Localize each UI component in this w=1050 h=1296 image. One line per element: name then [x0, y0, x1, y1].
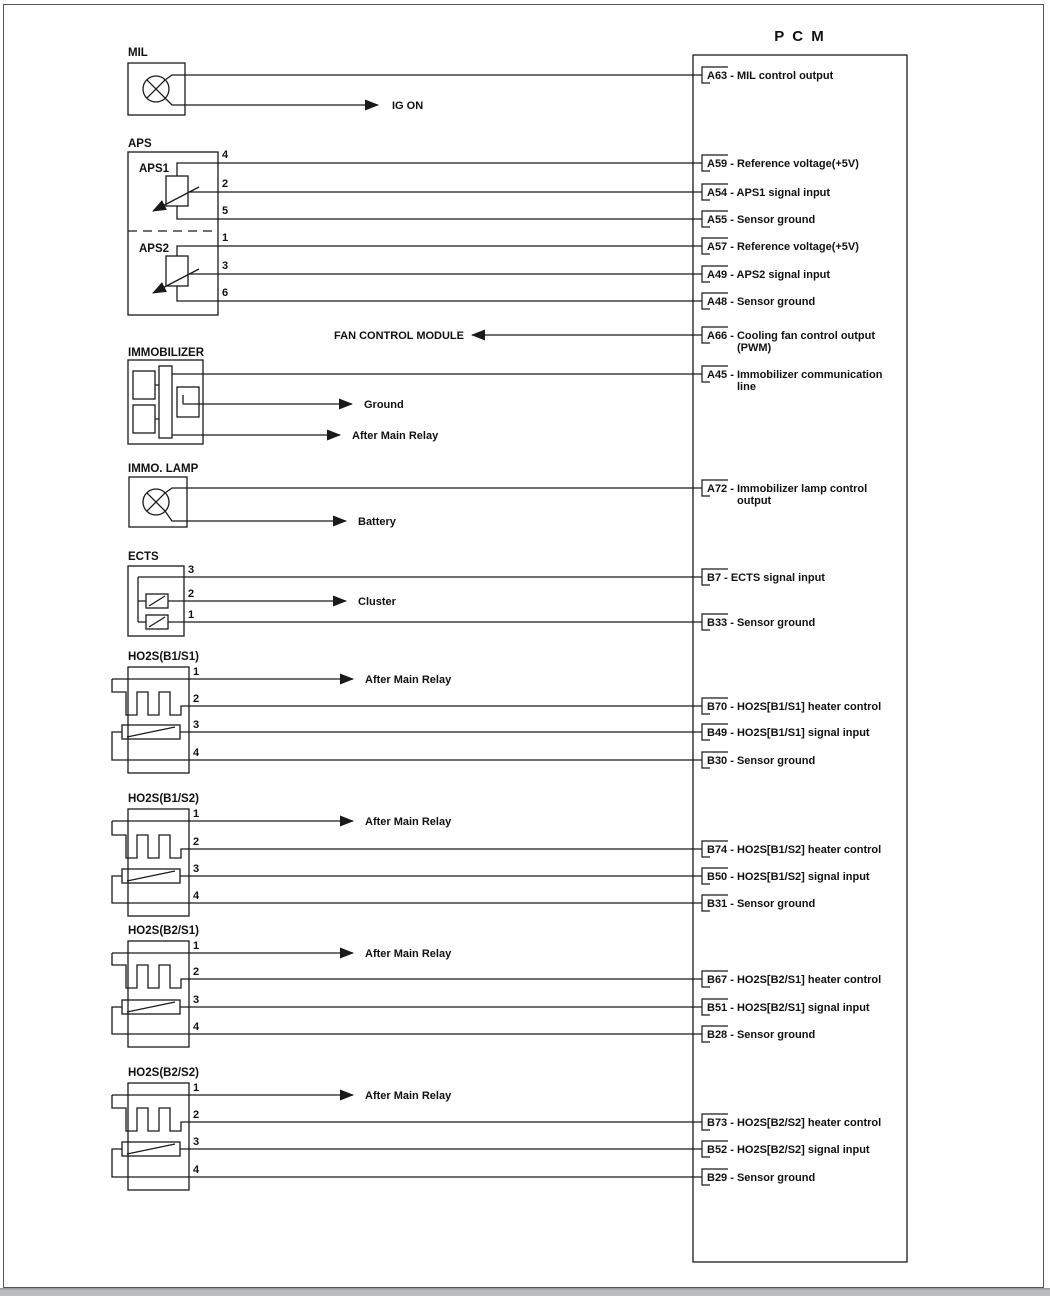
aps-pin-number: 2 [222, 178, 229, 190]
pin-label: B33 - Sensor ground [707, 617, 816, 629]
after-main-relay-label: After Main Relay [352, 430, 439, 442]
pin-label-line2: output [737, 495, 772, 507]
pcm-pin-B31 [702, 895, 815, 911]
component-aps [128, 138, 702, 315]
aps2-label: APS2 [139, 243, 170, 255]
pcm-pin-B52 [702, 1141, 870, 1157]
pcm-pin-A66 [702, 327, 875, 354]
pin-label: B70 - HO2S[B1/S1] heater control [707, 701, 882, 713]
pcm-pin-A49 [702, 266, 830, 282]
pin-label: B52 - HO2S[B2/S2] signal input [707, 1144, 870, 1156]
pin-label: B28 - Sensor ground [707, 1029, 816, 1041]
immobilizer-block [133, 371, 155, 399]
pin-label: A63 - MIL control output [707, 70, 834, 82]
pcm-pin-B49 [702, 724, 870, 740]
component-ho2s-b1s2 [112, 793, 702, 916]
ho2s-pin-number: 3 [193, 863, 200, 875]
window-edge [0, 1288, 1050, 1290]
immobilizer-block [133, 405, 155, 433]
pcm-pin-A54 [702, 184, 830, 200]
pin-label: B29 - Sensor ground [707, 1172, 816, 1184]
ects-pin-number: 3 [188, 564, 195, 576]
ground-label: Ground [364, 399, 404, 411]
immo-lamp-box [129, 477, 187, 527]
pin-label: B73 - HO2S[B2/S2] heater control [707, 1117, 882, 1129]
pcm-pin-A57 [702, 238, 859, 254]
pin-label: B67 - HO2S[B2/S1] heater control [707, 974, 882, 986]
pcm-pin-B50 [702, 868, 870, 884]
pin-label: A66 - Cooling fan control output [707, 330, 876, 342]
wire-ho2s-pin4-b29 [112, 1149, 702, 1177]
ho2s-element-slash [127, 871, 175, 881]
wire-aps-pin4-a59 [177, 163, 702, 176]
component-ho2s-b2s2 [112, 1067, 702, 1190]
pin-label: A54 - APS1 signal input [707, 187, 831, 199]
aps-pin-number: 6 [222, 287, 229, 299]
ho2s-box [128, 1083, 189, 1190]
pin-label: B30 - Sensor ground [707, 755, 816, 767]
immobilizer-label: IMMOBILIZER [128, 347, 205, 359]
pcm-pin-A72 [702, 480, 867, 507]
fan-control-module [334, 330, 702, 342]
pin-label: A59 - Reference voltage(+5V) [707, 158, 859, 170]
aps1-label: APS1 [139, 163, 170, 175]
pin-label-line2: line [737, 381, 756, 393]
ects-pin-number: 1 [188, 609, 195, 621]
ects-thermistor-slash [149, 617, 165, 627]
component-mil [128, 47, 702, 115]
pcm-pin-B33 [702, 614, 815, 630]
wire-ho2s-pin4-b30 [112, 732, 702, 760]
cluster-label: Cluster [358, 596, 396, 608]
pin-label: A72 - Immobilizer lamp control [707, 483, 868, 495]
pcm-pin-A48 [702, 293, 815, 309]
pcm-box [693, 55, 907, 1262]
component-immo-lamp [128, 463, 702, 528]
ho2s-label: HO2S(B2/S1) [128, 925, 199, 937]
pin-label: B74 - HO2S[B1/S2] heater control [707, 844, 882, 856]
ects-thermistor-slash [149, 596, 165, 606]
ho2s-pin-number: 4 [193, 1021, 200, 1033]
ho2s-element-slash [127, 727, 175, 737]
pcm-pin-B51 [702, 999, 870, 1015]
fan-control-module-label: FAN CONTROL MODULE [334, 330, 464, 342]
aps-label: APS [128, 138, 152, 150]
component-ho2s-b1s1 [112, 651, 702, 773]
ho2s-element-slash [127, 1002, 175, 1012]
pcm-pin-A63 [702, 67, 834, 83]
pin-label: A48 - Sensor ground [707, 296, 816, 308]
ho2s-pin-number: 2 [193, 1109, 200, 1121]
wire-ho2s-pin4-b31 [112, 876, 702, 903]
aps2-wiper-arrow-icon [153, 269, 199, 293]
wire-aps-pin6-a48 [177, 286, 702, 301]
component-ects [128, 551, 702, 636]
window-bottom-strip [0, 1290, 1050, 1296]
mil-label: MIL [128, 47, 148, 59]
ho2s-label: HO2S(B1/S2) [128, 793, 199, 805]
wire-aps-pin1-a57 [177, 246, 702, 256]
pcm-pin-B7 [702, 569, 825, 585]
component-ho2s-b2s1 [112, 925, 702, 1047]
pcm-module [693, 28, 907, 1262]
pin-label: B51 - HO2S[B2/S1] signal input [707, 1002, 870, 1014]
ects-label: ECTS [128, 551, 159, 563]
ho2s-pin-number: 1 [193, 940, 200, 952]
ects-pin-number: 2 [188, 588, 195, 600]
aps-pin-number: 5 [222, 205, 229, 217]
ho2s-pin-number: 4 [193, 747, 200, 759]
wire-ho2s-pin4-b28 [112, 1007, 702, 1034]
immobilizer-block [177, 387, 199, 417]
pin-label: B7 - ECTS signal input [707, 572, 825, 584]
after-main-relay-label: After Main Relay [365, 816, 452, 828]
pcm-pin-B28 [702, 1026, 815, 1042]
ho2s-label: HO2S(B2/S2) [128, 1067, 199, 1079]
pin-label: B49 - HO2S[B1/S1] signal input [707, 727, 870, 739]
wire-immo-lamp-battery [165, 511, 346, 521]
pcm-pin-B30 [702, 752, 815, 768]
pcm-pin-B73 [702, 1114, 881, 1130]
pin-label: A45 - Immobilizer communication [707, 369, 883, 381]
battery-label: Battery [358, 516, 396, 528]
pin-label-line2: (PWM) [737, 342, 772, 354]
lamp-cross-icon [147, 493, 165, 511]
after-main-relay-label: After Main Relay [365, 948, 452, 960]
ho2s-pin-number: 1 [193, 666, 200, 678]
pcm-title: P C M [774, 28, 826, 45]
ects-internal-bus [138, 577, 146, 622]
pcm-pin-A55 [702, 211, 815, 227]
after-main-relay-label: After Main Relay [365, 674, 452, 686]
aps2-potentiometer [166, 256, 188, 286]
ho2s-pin-number: 3 [193, 994, 200, 1006]
wire-aps-pin5-a55 [177, 206, 702, 219]
pcm-pin-B74 [702, 841, 881, 857]
ho2s-box [128, 809, 189, 916]
wire-mil-igon [165, 98, 378, 105]
ho2s-box [128, 667, 189, 773]
ho2s-pin-number: 2 [193, 966, 200, 978]
ho2s-pin-number: 1 [193, 1082, 200, 1094]
pcm-pin-B29 [702, 1169, 815, 1185]
ho2s-pin-number: 1 [193, 808, 200, 820]
pcm-pin-B67 [702, 971, 881, 987]
pcm-pin-B70 [702, 698, 881, 714]
ho2s-pin-number: 4 [193, 890, 200, 902]
pcm-pin-A45 [702, 366, 883, 393]
ho2s-pin-number: 2 [193, 836, 200, 848]
aps-pin-number: 3 [222, 260, 229, 272]
ho2s-label: HO2S(B1/S1) [128, 651, 199, 663]
ho2s-pin-number: 3 [193, 1136, 200, 1148]
lamp-cross-icon [147, 80, 165, 98]
aps1-wiper-arrow-icon [153, 187, 199, 211]
pcm-pin-A59 [702, 155, 859, 171]
after-main-relay-label: After Main Relay [365, 1090, 452, 1102]
aps1-potentiometer [166, 176, 188, 206]
wire-immo-lamp-a72 [165, 488, 702, 493]
pin-label: A57 - Reference voltage(+5V) [707, 241, 859, 253]
pin-label: A49 - APS2 signal input [707, 269, 831, 281]
ho2s-element-slash [127, 1144, 175, 1154]
wire-mil-a63 [165, 75, 702, 80]
pin-label: B50 - HO2S[B1/S2] signal input [707, 871, 870, 883]
aps-pin-number: 1 [222, 232, 229, 244]
immo-lamp-label: IMMO. LAMP [128, 463, 199, 475]
ho2s-pin-number: 2 [193, 693, 200, 705]
pin-label: B31 - Sensor ground [707, 898, 816, 910]
pin-label: A55 - Sensor ground [707, 214, 816, 226]
immobilizer-box [128, 360, 203, 444]
aps-pin-number: 4 [222, 149, 229, 161]
immobilizer-antenna [159, 366, 172, 438]
ho2s-pin-number: 3 [193, 719, 200, 731]
component-immobilizer [128, 347, 702, 444]
ig-on-label: IG ON [392, 100, 424, 112]
ho2s-box [128, 941, 189, 1047]
ho2s-pin-number: 4 [193, 1164, 200, 1176]
